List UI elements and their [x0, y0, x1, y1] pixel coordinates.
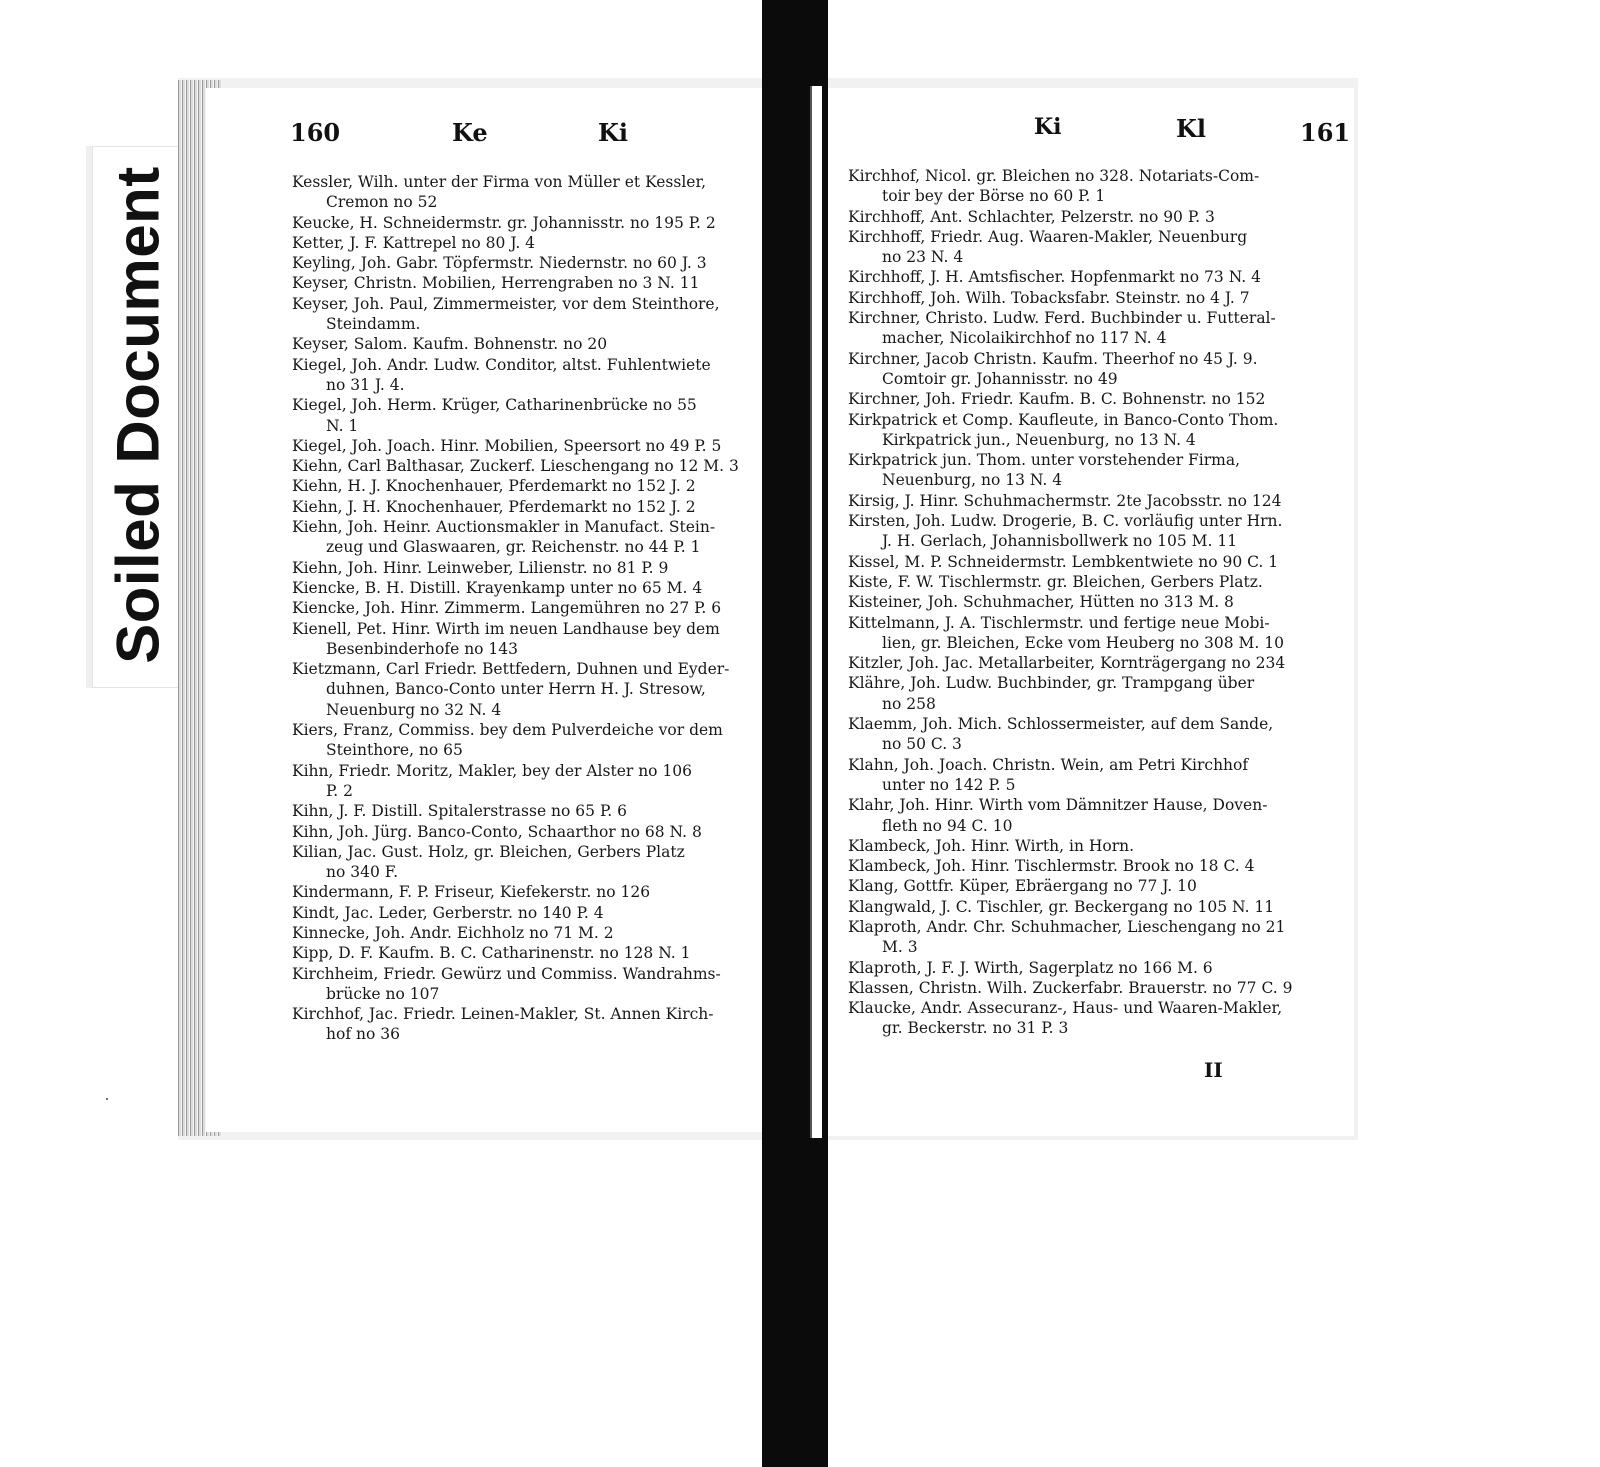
left-page-number: 160 — [290, 118, 341, 147]
directory-entry-line: Besenbinderhofe no 143 — [326, 639, 519, 658]
directory-entry-line: Kirsig, J. Hinr. Schuhmachermstr. 2te Jacobsstr. no 124 — [848, 491, 1282, 510]
directory-entry-line: Kinnecke, Joh. Andr. Eichholz no 71 M. 2 — [292, 923, 614, 942]
directory-entry-line: Keyser, Christn. Mobilien, Herrengraben no 3 N. 11 — [292, 274, 700, 293]
directory-entry-line: Klangwald, J. C. Tischler, gr. Beckergang no 105 N. 11 — [848, 897, 1275, 916]
directory-entry-line: macher, Nicolaikirchhof no 117 N. 4 — [882, 329, 1167, 348]
directory-entry-line: Kirchhoff, Joh. Wilh. Tobacksfabr. Steinstr. no 4 J. 7 — [848, 288, 1250, 307]
directory-entry-line: Kindt, Jac. Leder, Gerberstr. no 140 P. 4 — [292, 903, 604, 922]
directory-entry-line: hof no 36 — [326, 1025, 400, 1044]
directory-entry-line: Klaucke, Andr. Assecuranz-, Haus- und Waaren-Makler, — [848, 999, 1283, 1018]
directory-entry-line: M. 3 — [882, 938, 918, 957]
directory-entry-line: Kirsten, Joh. Ludw. Drogerie, B. C. vorläufig unter Hrn. — [848, 512, 1283, 531]
directory-entry-line: duhnen, Banco-Conto unter Herrn H. J. Stresow, — [326, 680, 706, 699]
directory-entry-line: Kietzmann, Carl Friedr. Bettfedern, Duhnen und Eyder- — [292, 660, 730, 679]
directory-entry-line: J. H. Gerlach, Johannisbollwerk no 105 M. 11 — [882, 532, 1238, 551]
directory-entry-line: Klaproth, Andr. Chr. Schuhmacher, Lieschengang no 21 — [848, 917, 1286, 936]
directory-entry-line: Kiegel, Joh. Herm. Krüger, Catharinenbrücke no 55 — [292, 396, 697, 415]
directory-entry-line: Kiehn, Carl Balthasar, Zuckerf. Lieschengang no 12 M. 3 — [292, 457, 739, 476]
right-entries — [848, 166, 1334, 1039]
directory-entry-line: Klassen, Christn. Wilh. Zuckerfabr. Brauerstr. no 77 C. 9 — [848, 978, 1293, 997]
directory-entry-line: Neuenburg, no 13 N. 4 — [882, 471, 1063, 490]
directory-entry-line: Kirchner, Joh. Friedr. Kaufm. B. C. Bohnenstr. no 152 — [848, 390, 1266, 409]
directory-entry-line: no 23 N. 4 — [882, 248, 964, 267]
directory-entry-line: Kirchhoff, Friedr. Aug. Waaren-Makler, Neuenburg — [848, 227, 1248, 246]
directory-entry-line: Kiegel, Joh. Andr. Ludw. Conditor, altst. Fuhlentwiete — [292, 355, 711, 374]
directory-entry-line: Cremon no 52 — [326, 193, 438, 212]
directory-entry-line: Klaproth, J. F. J. Wirth, Sagerplatz no 166 M. 6 — [848, 958, 1213, 977]
directory-entry-line: Kirchhoff, J. H. Amtsfischer. Hopfenmarkt no 73 N. 4 — [848, 268, 1261, 287]
directory-entry-line: Comtoir gr. Johannisstr. no 49 — [882, 369, 1118, 388]
directory-entry-line: Klahr, Joh. Hinr. Wirth vom Dämnitzer Hause, Doven- — [848, 796, 1268, 815]
directory-entry-line: Kiers, Franz, Commiss. bey dem Pulverdeiche vor dem — [292, 721, 723, 740]
directory-entry-line: Kessler, Wilh. unter der Firma von Müller et Kessler, — [292, 173, 707, 191]
directory-entry-line: Kihn, Joh. Jürg. Banco-Conto, Schaarthor no 68 N. 8 — [292, 822, 702, 841]
directory-entry-line: Klang, Gottfr. Küper, Ebräergang no 77 J. 10 — [848, 877, 1197, 896]
directory-entry-line: Kirkpatrick jun. Thom. unter vorstehender Firma, — [848, 451, 1241, 470]
directory-entry-line: Klambeck, Joh. Hinr. Tischlermstr. Brook no 18 C. 4 — [848, 857, 1255, 876]
directory-entry-line: Kilian, Jac. Gust. Holz, gr. Bleichen, Gerbers Platz — [292, 842, 685, 861]
directory-entry-line: Kiehn, Joh. Hinr. Leinweber, Lilienstr. no 81 P. 9 — [292, 558, 669, 577]
directory-entry-line: Kirchner, Christo. Ludw. Ferd. Buchbinder u. Futteral- — [848, 309, 1276, 328]
directory-entry-line: Kindermann, F. P. Friseur, Kiefekerstr. no 126 — [292, 883, 651, 902]
left-entries — [292, 172, 796, 1045]
directory-entry-line: Kiehn, J. H. Knochenhauer, Pferdemarkt no 152 J. 2 — [292, 497, 696, 516]
right-header-second: Kl — [1176, 114, 1206, 143]
directory-entry-line: Kiehn, Joh. Heinr. Auctionsmakler in Manufact. Stein- — [292, 518, 716, 537]
directory-entry-line: Kiencke, B. H. Distill. Krayenkamp unter no 65 M. 4 — [292, 578, 703, 597]
directory-entry-line: Klambeck, Joh. Hinr. Wirth, in Horn. — [848, 836, 1135, 855]
directory-entry-line: Keyser, Salom. Kaufm. Bohnenstr. no 20 — [292, 335, 608, 354]
directory-entry-line: unter no 142 P. 5 — [882, 775, 1016, 794]
right-header-first: Ki — [1034, 114, 1062, 140]
directory-entry-line: Kirkpatrick jun., Neuenburg, no 13 N. 4 — [882, 430, 1196, 449]
directory-entry-line: no 258 — [882, 694, 936, 713]
directory-entry-line: brücke no 107 — [326, 984, 440, 1003]
gutter-edge — [810, 86, 812, 1138]
directory-entry-line: fleth no 94 C. 10 — [882, 816, 1013, 835]
left-header-first: Ke — [452, 118, 488, 147]
directory-entry-line: Kirchheim, Friedr. Gewürz und Commiss. Wandrahms- — [292, 964, 721, 983]
directory-entry-line: no 340 F. — [326, 863, 399, 882]
directory-entry-line: P. 2 — [326, 781, 354, 800]
directory-entry-line: Keyling, Joh. Gabr. Töpfermstr. Niedernstr. no 60 J. 3 — [292, 254, 707, 273]
directory-entry-line: Kipp, D. F. Kaufm. B. C. Catharinenstr. no 128 N. 1 — [292, 944, 691, 963]
soiled-document-label: Soiled Document — [104, 166, 172, 664]
directory-entry-line: gr. Beckerstr. no 31 P. 3 — [882, 1019, 1069, 1038]
directory-entry-line: Kiegel, Joh. Joach. Hinr. Mobilien, Speersort no 49 P. 5 — [292, 436, 722, 455]
directory-entry-line: Steinthore, no 65 — [326, 741, 463, 760]
directory-entry-line: lien, gr. Bleichen, Ecke vom Heuberg no 308 M. 10 — [882, 633, 1284, 652]
dust-speck — [106, 1098, 108, 1100]
directory-entry-line: Klähre, Joh. Ludw. Buchbinder, gr. Trampgang über — [848, 674, 1255, 693]
directory-entry-line: Kirchner, Jacob Christn. Kaufm. Theerhof no 45 J. 9. — [848, 349, 1258, 368]
directory-entry-line: zeug und Glaswaaren, gr. Reichenstr. no 44 P. 1 — [326, 538, 701, 557]
right-page-number: 161 — [1300, 118, 1351, 147]
directory-entry-line: Klahn, Joh. Joach. Christn. Wein, am Petri Kirchhof — [848, 755, 1249, 774]
directory-entry-line: Ketter, J. F. Kattrepel no 80 J. 4 — [292, 233, 536, 252]
directory-entry-line: Keyser, Joh. Paul, Zimmermeister, vor dem Steinthore, — [292, 294, 720, 313]
directory-entry-line: Kiehn, H. J. Knochenhauer, Pferdemarkt no 152 J. 2 — [292, 477, 696, 496]
directory-entry-line: N. 1 — [326, 416, 359, 435]
directory-entry-line: Kisteiner, Joh. Schuhmacher, Hütten no 313 M. 8 — [848, 593, 1234, 612]
directory-entry-line: Keucke, H. Schneidermstr. gr. Johannisstr. no 195 P. 2 — [292, 213, 716, 232]
directory-entry-line: Kirkpatrick et Comp. Kaufleute, in Banco-Conto Thom. — [848, 410, 1279, 429]
directory-entry-line: Kittelmann, J. A. Tischlermstr. und fertige neue Mobi- — [848, 613, 1270, 632]
directory-entry-line: toir bey der Börse no 60 P. 1 — [882, 187, 1106, 206]
directory-entry-line: Kissel, M. P. Schneidermstr. Lembkentwiete no 90 C. 1 — [848, 552, 1279, 571]
directory-entry-line: Kihn, J. F. Distill. Spitalerstrasse no 65 P. 6 — [292, 802, 627, 821]
left-header-second: Ki — [598, 118, 628, 147]
directory-entry-line: Kirchhof, Nicol. gr. Bleichen no 328. Notariats-Com- — [848, 167, 1260, 185]
directory-entry-line: no 31 J. 4. — [326, 375, 405, 394]
directory-entry-line: no 50 C. 3 — [882, 735, 962, 754]
directory-entry-line: Steindamm. — [326, 315, 421, 334]
directory-entry-line: Kitzler, Joh. Jac. Metallarbeiter, Kornträgergang no 234 — [848, 654, 1286, 673]
directory-entry-line: Klaemm, Joh. Mich. Schlossermeister, auf dem Sande, — [848, 715, 1274, 734]
directory-entry-line: Kihn, Friedr. Moritz, Makler, bey der Alster no 106 — [292, 761, 693, 780]
directory-entry-line: Kienell, Pet. Hinr. Wirth im neuen Landhause bey dem — [292, 619, 720, 638]
signature-mark: II — [1204, 1058, 1223, 1082]
directory-entry-line: Kiste, F. W. Tischlermstr. gr. Bleichen, Gerbers Platz. — [848, 572, 1263, 591]
directory-entry-line: Neuenburg no 32 N. 4 — [326, 700, 502, 719]
directory-entry-line: Kirchhoff, Ant. Schlachter, Pelzerstr. no 90 P. 3 — [848, 207, 1215, 226]
directory-entry-line: Kirchhof, Jac. Friedr. Leinen-Makler, St. Annen Kirch- — [292, 1005, 714, 1024]
directory-entry-line: Kiencke, Joh. Hinr. Zimmerm. Langemühren no 27 P. 6 — [292, 599, 722, 618]
